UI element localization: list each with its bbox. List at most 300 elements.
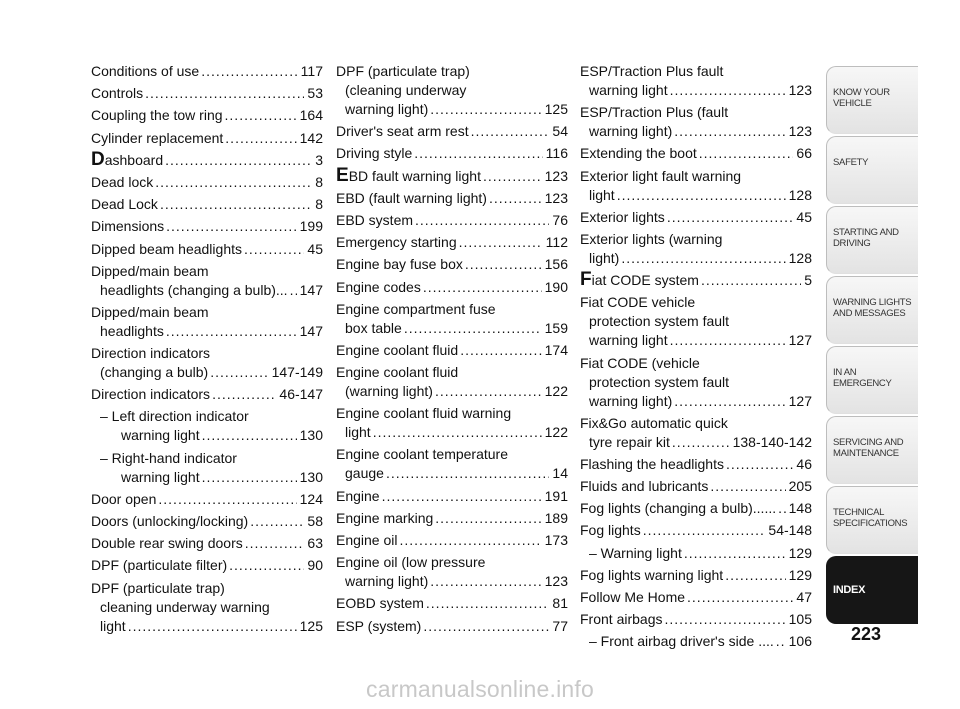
- index-entry-line: [91, 322, 323, 341]
- index-entry-line: [580, 521, 812, 540]
- index-entry-line: [91, 217, 323, 236]
- index-entry-line: [336, 341, 568, 360]
- dot-leader: [726, 455, 793, 474]
- dot-leader: [210, 363, 268, 382]
- dot-leader: [244, 240, 304, 259]
- index-column-1: [91, 62, 323, 639]
- index-entry-term: [336, 531, 398, 550]
- index-entry-text: Dipped/main beam: [91, 262, 209, 279]
- index-entry-text: protection system fault: [589, 373, 730, 390]
- dot-leader: [778, 499, 786, 518]
- index-entry-line: [91, 534, 323, 553]
- dot-leader: [435, 382, 542, 401]
- index-entry-text: Extending the boot: [580, 145, 697, 162]
- index-entry-term: [589, 392, 672, 411]
- index-entry: [91, 534, 323, 553]
- dot-leader: [165, 151, 312, 170]
- index-entry-text: Door open: [91, 490, 157, 507]
- index-entry-term: [91, 84, 143, 103]
- index-entry-page: 123: [788, 82, 812, 98]
- tab-know-your-vehicle: KNOW YOUR VEHICLE: [826, 66, 918, 134]
- index-entry: [91, 129, 323, 148]
- index-entry-text: Driver's seat arm rest: [336, 123, 469, 140]
- dot-leader: [617, 186, 786, 205]
- watermark: carmanualsonline.info: [366, 676, 594, 702]
- index-entry-term: [580, 271, 699, 290]
- index-entry-page: 46: [796, 455, 812, 472]
- index-entry-text: Fiat CODE (vehicle: [580, 354, 700, 371]
- tab-index: INDEX: [826, 556, 918, 624]
- dot-leader: [674, 392, 785, 411]
- index-entry: [336, 445, 568, 483]
- index-entry-term: [100, 281, 288, 300]
- dot-leader: [415, 211, 549, 230]
- index-entry: [336, 255, 568, 274]
- index-entry-page: 81: [552, 595, 568, 612]
- index-entry-term: [336, 144, 412, 163]
- index-entry-line: [91, 106, 323, 125]
- index-entry-page: 159: [544, 319, 568, 336]
- index-entry-line: [91, 617, 323, 636]
- index-entry: [580, 230, 812, 268]
- tab-technical-specifications: TECHNICAL SPECIFICATIONS: [826, 486, 918, 554]
- index-entry-text: tyre repair kit: [589, 433, 670, 450]
- index-entry: [580, 414, 812, 452]
- index-entry-text: warning light: [589, 332, 668, 349]
- index-entry-text: Exterior lights: [580, 208, 665, 225]
- dot-leader: [483, 167, 542, 186]
- index-entry-line: [91, 84, 323, 103]
- index-entry: [580, 588, 812, 607]
- index-entry-line: [91, 173, 323, 192]
- index-entry-line: [91, 129, 323, 148]
- section-letter: F: [580, 269, 592, 291]
- dot-leader: [201, 62, 297, 81]
- index-entry-line: [336, 423, 568, 442]
- index-entry-text: (cleaning underway: [345, 82, 467, 98]
- index-entry-line: [336, 211, 568, 230]
- index-entry-line: [91, 363, 323, 382]
- index-entry: [580, 455, 812, 474]
- dot-leader: [202, 468, 297, 487]
- index-entry-term: [345, 572, 428, 591]
- index-entry-term: [100, 322, 164, 341]
- index-entry-text: Engine coolant fluid: [336, 341, 459, 358]
- index-entry-text: light: [589, 186, 615, 203]
- index-entry-term: [345, 464, 384, 483]
- index-entry-page: 123: [788, 123, 812, 140]
- index-entry: [580, 144, 812, 163]
- index-entry-term: [336, 509, 433, 528]
- index-entry-page: 147: [299, 281, 323, 298]
- index-entry-page: 5: [804, 272, 812, 289]
- dot-leader: [687, 588, 793, 607]
- dot-leader: [373, 423, 542, 442]
- index-entry-term: [589, 249, 619, 268]
- index-entry: [336, 278, 568, 297]
- index-entry-text: Doors (unlocking/locking): [91, 513, 249, 529]
- index-entry-line: [580, 610, 812, 629]
- index-entry: [91, 148, 323, 170]
- index-entry-line: [91, 385, 323, 404]
- index-entry-term: [589, 122, 672, 141]
- index-entry-term: [91, 512, 248, 531]
- index-entry: [91, 579, 323, 636]
- index-entry-page: 164: [299, 107, 323, 124]
- dot-leader: [158, 490, 296, 509]
- index-entry-term: [100, 617, 126, 636]
- index-entry: [91, 240, 323, 259]
- index-entry-text: (warning light): [345, 383, 433, 400]
- index-entry: [91, 262, 323, 300]
- dot-leader: [670, 331, 786, 350]
- index-entry-text: headlights (changing a bulb)...: [100, 281, 288, 298]
- index-entry-page: 54: [552, 123, 568, 140]
- index-entry-page: 53: [307, 85, 323, 102]
- dot-leader: [225, 106, 297, 125]
- index-entry-line: [336, 233, 568, 252]
- index-entry-line: [91, 512, 323, 531]
- index-entry-line: [336, 319, 568, 338]
- index-column-3: [580, 62, 812, 655]
- dot-leader: [202, 426, 297, 445]
- index-entry: [580, 208, 812, 227]
- index-entry-text: warning light: [589, 82, 668, 98]
- index-entry-text: DPF (particulate trap): [336, 63, 470, 79]
- index-entry: [91, 84, 323, 103]
- index-entry-page: 142: [299, 129, 323, 146]
- section-letter: E: [336, 164, 349, 186]
- index-entry-page: 174: [544, 341, 568, 358]
- tab-in-an-emergency: IN AN EMERGENCY: [826, 346, 918, 414]
- dot-leader: [245, 534, 305, 553]
- index-entry: [91, 490, 323, 509]
- index-entry-page: 123: [544, 573, 568, 590]
- index-entry-term: [580, 588, 685, 607]
- index-entry-line: [580, 433, 812, 452]
- index-entry-page: 156: [544, 256, 568, 273]
- index-entry-page: 138-140-142: [732, 433, 812, 450]
- dot-leader: [471, 122, 550, 141]
- index-entry-term: [91, 106, 223, 125]
- index-entry: [91, 556, 323, 575]
- index-entry-page: 106: [788, 633, 812, 650]
- index-entry-text: Emergency starting: [336, 234, 457, 251]
- index-entry-term: [589, 632, 774, 651]
- dot-leader: [160, 195, 312, 214]
- index-entry-page: 124: [299, 490, 323, 507]
- index-column-2: [336, 62, 568, 639]
- dot-leader: [465, 255, 542, 274]
- index-entry: [580, 354, 812, 411]
- index-entry-text: Fiat CODE vehicle: [580, 294, 696, 311]
- dot-leader: [776, 632, 786, 651]
- dot-leader: [435, 509, 541, 528]
- index-entry-page: 125: [299, 617, 323, 634]
- index-entry-line: [91, 281, 323, 300]
- index-entry-page: 147: [299, 322, 323, 339]
- index-entry-text: Engine coolant temperature: [336, 446, 508, 463]
- index-entry-text: Engine marking: [336, 509, 434, 526]
- dot-leader: [674, 122, 785, 141]
- index-entry-text: light: [100, 617, 126, 634]
- dot-leader: [460, 341, 541, 360]
- index-entry-text: light): [589, 249, 620, 266]
- dot-leader: [699, 144, 794, 163]
- index-entry-text: (changing a bulb): [100, 364, 209, 381]
- index-entry-text: Fix&Go automatic quick: [580, 414, 728, 431]
- index-entry-line: [336, 572, 568, 591]
- index-entry-term: [336, 233, 457, 252]
- index-entry-text: Cylinder replacement: [91, 129, 224, 146]
- dot-leader: [225, 129, 296, 148]
- index-entry-text: ashboard: [104, 151, 164, 168]
- index-entry-line: [580, 144, 812, 163]
- index-entry-text: Fog lights (changing a bulb)......: [580, 500, 777, 517]
- dot-leader: [672, 433, 730, 452]
- index-entry: [580, 521, 812, 540]
- index-entry-text: BD fault warning light: [348, 167, 481, 184]
- index-entry-line: [336, 382, 568, 401]
- index-entry: [336, 233, 568, 252]
- index-entry-term: [336, 617, 421, 636]
- index-entry: [91, 512, 323, 531]
- index-entry-line: [580, 499, 812, 518]
- index-entry-page: 54-148: [768, 522, 812, 539]
- page-number: 223: [850, 624, 882, 644]
- index-entry-page: 45: [796, 208, 812, 225]
- index-entry-page: 122: [544, 383, 568, 400]
- index-entry-line: [580, 455, 812, 474]
- index-entry: [336, 300, 568, 338]
- index-entry: [91, 195, 323, 214]
- index-entry-text: Exterior lights (warning: [580, 230, 723, 247]
- index-entry-text: Engine codes: [336, 278, 421, 295]
- index-entry: [336, 487, 568, 506]
- index-entry-page: 116: [545, 145, 568, 162]
- index-entry-text: – Front airbag driver's side ....: [589, 633, 774, 650]
- index-entry: [336, 617, 568, 636]
- index-entry-page: 191: [544, 487, 568, 504]
- index-entry-term: [91, 556, 227, 575]
- index-entry-page: 128: [788, 249, 812, 266]
- index-entry-page: 46-147: [279, 386, 323, 403]
- index-entry: [580, 293, 812, 350]
- index-entry-text: Fog lights: [580, 522, 641, 539]
- index-entry-text: Fog lights warning light: [580, 566, 724, 583]
- index-entry-text: ESP/Traction Plus (fault: [580, 104, 729, 121]
- index-entry: [336, 363, 568, 401]
- index-entry-term: [345, 319, 402, 338]
- index-entry: [91, 217, 323, 236]
- index-entry-text: – Warning light: [589, 544, 682, 561]
- index-entry-page: 205: [788, 478, 812, 495]
- index-entry-text: Coupling the tow ring: [91, 107, 223, 124]
- index-entry-term: [91, 217, 164, 236]
- index-entry-term: [336, 255, 463, 274]
- index-entry-text: warning light): [345, 101, 429, 117]
- index-entry-term: [580, 144, 697, 163]
- index-entry-text: DPF (particulate filter): [91, 557, 228, 574]
- dot-leader: [643, 521, 766, 540]
- index-entry-term: [91, 534, 243, 553]
- index-entry: [580, 62, 812, 100]
- dot-leader: [423, 617, 549, 636]
- index-entry: [336, 164, 568, 186]
- index-entry-text: ESP/Traction Plus fault: [580, 63, 724, 79]
- index-entry-page: 123: [544, 189, 568, 206]
- index-entry-text: warning light): [589, 123, 673, 140]
- index-entry-page: 66: [796, 145, 812, 162]
- index-entry-term: [580, 477, 708, 496]
- tab-starting-and-driving: STARTING AND DRIVING: [826, 206, 918, 274]
- index-entry-line: [336, 617, 568, 636]
- index-entry: [580, 632, 812, 651]
- index-entry-text: Engine coolant fluid warning: [336, 405, 512, 422]
- index-entry-term: [91, 490, 156, 509]
- index-entry-text: Dead lock: [91, 173, 154, 190]
- index-entry-term: [91, 240, 242, 259]
- index-entry: [580, 477, 812, 496]
- index-entry-text: Front airbags: [580, 611, 663, 628]
- dot-leader: [290, 281, 297, 300]
- index-entry-text: light: [345, 424, 371, 441]
- index-entry-text: warning light: [121, 427, 200, 444]
- index-entry-page: 127: [788, 332, 812, 349]
- index-entry-line: [580, 208, 812, 227]
- index-entry: [580, 544, 812, 563]
- index-entry-line: [336, 531, 568, 550]
- index-entry: [336, 144, 568, 163]
- dot-leader: [229, 556, 304, 575]
- tab-safety: SAFETY: [826, 136, 918, 204]
- dot-leader: [382, 487, 542, 506]
- index-entry-line: [336, 487, 568, 506]
- index-entry-line: [336, 164, 568, 186]
- dot-leader: [667, 208, 794, 227]
- index-entry-text: EOBD system: [336, 595, 424, 612]
- index-entry-page: 3: [315, 151, 323, 168]
- index-entry-term: [345, 100, 428, 119]
- index-entry-text: Exterior light fault warning: [580, 167, 742, 184]
- dot-leader: [670, 81, 786, 100]
- index-entry-text: iat CODE system: [591, 272, 699, 289]
- index-entry-page: 123: [544, 167, 568, 184]
- index-entry-text: Engine compartment fuse: [336, 300, 496, 317]
- index-entry-term: [91, 62, 199, 81]
- index-entry-line: [336, 278, 568, 297]
- index-entry: [580, 103, 812, 141]
- index-entry-term: [580, 455, 724, 474]
- index-entry-page: 112: [545, 234, 568, 251]
- index-entry-page: 190: [544, 278, 568, 295]
- dot-leader: [430, 100, 541, 119]
- index-entry-line: [91, 556, 323, 575]
- dot-leader: [701, 271, 801, 290]
- dot-leader: [426, 594, 550, 613]
- index-entry-text: Dipped/main beam: [91, 303, 209, 320]
- index-entry-text: ESP (system): [336, 617, 422, 634]
- index-entry-term: [589, 433, 670, 452]
- index-entry-text: Engine oil (low pressure: [336, 554, 486, 571]
- tab-servicing-and-maintenance: SERVICING AND MAINTENANCE: [826, 416, 918, 484]
- index-entry-page: 130: [299, 468, 323, 485]
- index-entry-term: [336, 122, 469, 141]
- index-entry-page: 128: [788, 186, 812, 203]
- index-entry: [91, 62, 323, 81]
- index-entry-term: [91, 148, 164, 170]
- index-entry-term: [580, 521, 641, 540]
- index-entry-text: Engine coolant fluid: [336, 364, 459, 381]
- index-entry-text: Double rear swing doors: [91, 535, 243, 552]
- index-entry-line: [336, 122, 568, 141]
- index-entry-term: [345, 423, 371, 442]
- index-entry-page: 199: [299, 218, 323, 235]
- tab-warning-lights-and-messages: WARNING LIGHTS AND MESSAGES: [826, 276, 918, 344]
- index-entry-page: 14: [552, 465, 568, 482]
- index-entry-text: Dimensions: [91, 218, 165, 235]
- index-entry-term: [589, 544, 682, 563]
- index-entry-line: [336, 189, 568, 208]
- index-entry-page: 45: [307, 240, 323, 257]
- index-entry-term: [589, 81, 668, 100]
- index-entry-term: [336, 594, 424, 613]
- index-entry-term: [336, 189, 487, 208]
- dot-leader: [128, 617, 297, 636]
- index-entry-page: 58: [307, 513, 323, 529]
- index-entry: [580, 610, 812, 629]
- index-entry-text: DPF (particulate trap): [91, 579, 225, 596]
- index-entry: [91, 303, 323, 341]
- index-entry-term: [345, 382, 433, 401]
- index-entry-page: 148: [788, 500, 812, 517]
- index-entry-page: 8: [315, 173, 323, 190]
- index-entry-line: [580, 331, 812, 350]
- index-entry-line: [580, 392, 812, 411]
- index-entry-line: [580, 566, 812, 585]
- index-entry-text: headlights: [100, 322, 164, 339]
- index-entry-text: – Left direction indicator: [100, 408, 249, 425]
- index-entry-line: [336, 464, 568, 483]
- index-entry-term: [91, 129, 223, 148]
- index-entry-line: [589, 632, 812, 651]
- index-entry-page: 8: [315, 196, 323, 213]
- dot-leader: [664, 610, 785, 629]
- index-entry-text: Flashing the headlights: [580, 455, 724, 472]
- index-entry-line: [589, 544, 812, 563]
- index-entry: [91, 449, 323, 487]
- dot-leader: [414, 144, 542, 163]
- index-entry-page: 129: [788, 566, 812, 583]
- index-entry: [580, 167, 812, 205]
- index-entry-term: [121, 468, 200, 487]
- index-entry-text: warning light): [345, 573, 429, 590]
- index-entry-line: [100, 426, 323, 445]
- index-entry-text: Engine: [336, 487, 380, 504]
- index-entry-page: 117: [300, 63, 323, 79]
- index-entry-text: – Right-hand indicator: [100, 449, 237, 466]
- index-entry-line: [91, 195, 323, 214]
- index-entry-page: 173: [544, 532, 568, 548]
- index-entry-page: 105: [788, 611, 812, 628]
- index-entry-line: [580, 477, 812, 496]
- index-entry-line: [100, 468, 323, 487]
- dot-leader: [684, 544, 786, 563]
- index-entry: [91, 173, 323, 192]
- index-entry: [91, 407, 323, 445]
- index-entry-term: [580, 566, 723, 585]
- dot-leader: [423, 278, 542, 297]
